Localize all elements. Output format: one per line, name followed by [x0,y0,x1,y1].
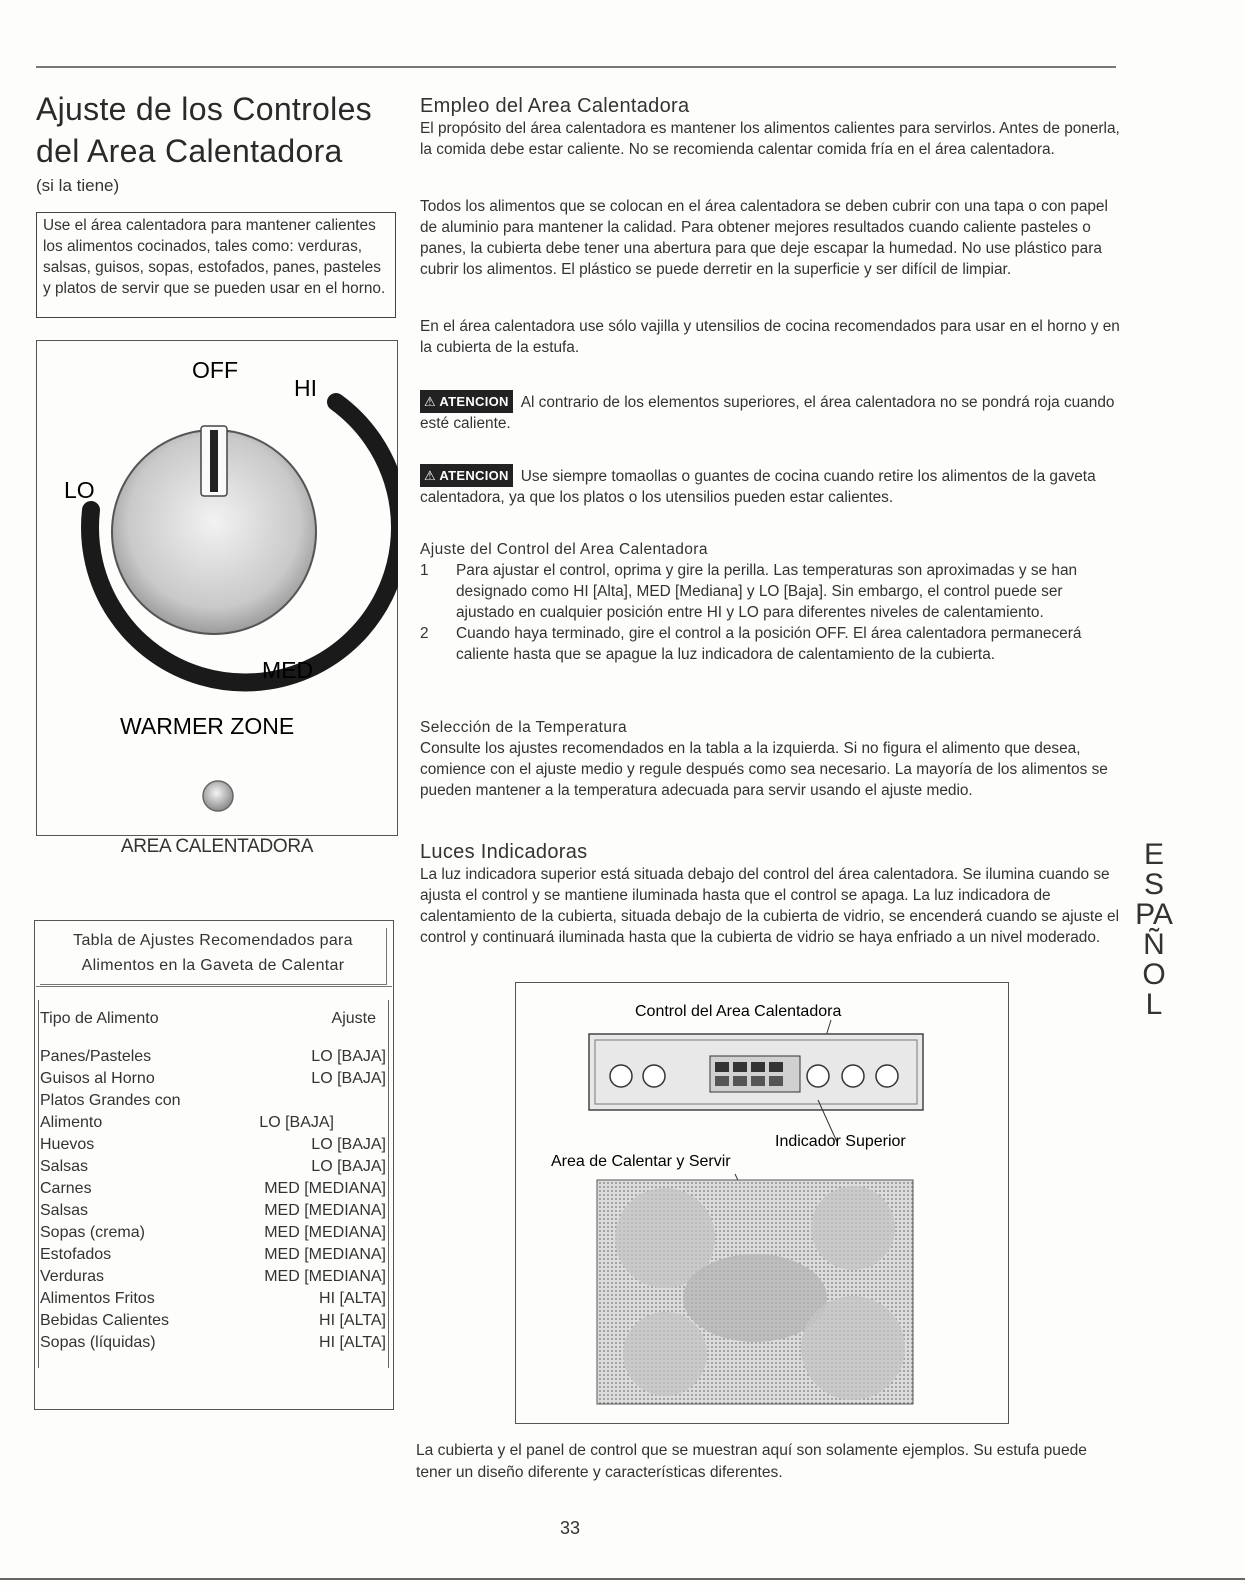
table-cell-food: Huevos [40,1136,95,1153]
table-cell-food: Sopas (líquidas) [40,1334,156,1351]
paragraph-empleo-3: En el área calentadora use sólo vajilla y utensilios de cocina recomendados para usar en el horno y en la cubierta de la estufa. [420,318,1120,356]
table-header-row [40,1008,386,1030]
table-cell-food: Platos Grandes con [40,1092,181,1109]
steps-list [420,560,1120,665]
label-indicador: Indicador Superior [775,1133,906,1150]
knob-label-lo: LO [64,477,95,503]
table-row [40,1200,386,1222]
knob-label-hi: HI [294,375,317,401]
column-header-setting: Ajuste [331,1010,376,1027]
knob-icon [643,1065,665,1087]
step-2-number: 2 [420,625,429,642]
table-row [40,1288,386,1310]
page-title-line-1: Ajuste de los Controles [36,91,372,127]
warmer-control-knob-icon [807,1065,829,1087]
table-cell-food: Verduras [40,1268,105,1285]
table-cell-food: Bebidas Calientes [40,1312,169,1329]
table-cell-setting: HI [ALTA] [319,1334,386,1351]
warning-badge: ⚠ ATENCION [420,464,513,487]
step-1-number: 1 [420,562,429,579]
table-row [40,1046,386,1068]
paragraph-seleccion: Consulte los ajustes recomendados en la tabla a la izquierda. Si no figura el alimento que desea, comience con el ajuste medio y regule después como sea necesario. La mayoría de los alimentos se pueden mantener a la temperatura adecuada para servir usando el ajuste medio. [420,740,1108,799]
knob-caption: AREA CALENTADORA [120,836,314,857]
knob-pointer-line [210,430,218,492]
bottom-note: La cubierta y el panel de control que se muestran aquí son solamente ejemplos. Su estufa puede tener un diseño diferente y características diferentes. [416,1442,1087,1481]
step-2 [420,623,1120,665]
page-title [36,88,372,172]
warning-badge-label: ATENCION [439,468,509,483]
paragraph-luces: La luz indicadora superior está situada debajo del control del área calentadora. Se ilumina cuando se ajusta el control y se mantiene iluminada hasta que el control se apaga. La luz indicadora de calentamiento de la cubierta, situada debajo de la cubierta de vidrio, se encenderá cuando se ajuste el control y continuará iluminada hasta que la cubierta de vidrio se haya enfriado a un nivel moderado. [420,866,1120,946]
step-1 [420,560,1120,623]
warning-2 [420,464,1120,508]
table-cell-food: Sopas (crema) [40,1224,145,1241]
heading-luces: Luces Indicadoras [420,841,588,863]
burner-icon [811,1186,895,1270]
table-cell-food: Salsas [40,1158,89,1175]
warning-badge: ⚠ ATENCION [420,390,513,413]
table-cell-food: Alimento [40,1114,103,1131]
burner-icon [623,1312,707,1396]
table-row [40,1068,386,1090]
label-control: Control del Area Calentadora [635,1003,842,1020]
table-cell-setting: MED [MEDIANA] [264,1246,386,1263]
table-cell-setting: MED [MEDIANA] [264,1268,386,1285]
cooktop-diagram [515,982,1009,1424]
table-cell-setting: MED [MEDIANA] [264,1224,386,1241]
table-row [40,1266,386,1288]
label-area: Area de Calentar y Servir [551,1153,731,1170]
table-row [40,1178,386,1200]
display-key [733,1062,747,1072]
knob-label-off: OFF [192,357,238,383]
table-cell-setting: HI [ALTA] [319,1290,386,1307]
heading-empleo: Empleo del Area Calentadora [420,95,690,117]
knob-icon [610,1065,632,1087]
table-row [40,1134,386,1156]
column-header-food: Tipo de Alimento [40,1010,159,1027]
display-key [769,1076,783,1086]
table-cell-food: Carnes [40,1180,92,1197]
table-cell-food: Panes/Pasteles [40,1048,152,1065]
table-row [40,1156,386,1178]
top-rule [36,66,1116,68]
display-key [715,1076,729,1086]
table-cell-setting: LO [BAJA] [311,1158,386,1175]
bottom-rule [0,1578,1245,1580]
indicator-light-icon [203,781,233,811]
table-cell-food: Salsas [40,1202,89,1219]
table-cell-setting: LO [BAJA] [311,1136,386,1153]
step-2-text: Cuando haya terminado, gire el control a la posición OFF. El área calentadora permanecerá caliente hasta que se apague la luz indicadora de calentamiento de la cubierta. [456,625,1082,663]
knob-icon [842,1065,864,1087]
intro-box: Use el área calentadora para mantener calientes los alimentos cocinados, tales como: verduras, salsas, guisos, sopas, estofados, panes, pasteles y platos de servir que se pueden usar en el horno. [36,212,396,318]
language-side-tab: ESPAÑOL [1135,838,1173,1021]
table-cell-setting: LO [BAJA] [259,1114,334,1131]
paragraph-empleo-2: Todos los alimentos que se colocan en el área calentadora se deben cubrir con una tapa o con papel de aluminio para mantener la calidad. Para obtener mejores resultados cuando caliente pasteles o panes, la cubierta debe tener una abertura para que deje escapar la humedad. No use plástico para cubrir los alimentos. El plástico se puede derretir en la superficie y ser difícil de limpiar. [420,198,1108,278]
step-1-text: Para ajustar el control, oprima y gire la perilla. Las temperaturas son aproximadas y se han designado como HI [Alta], MED [Mediana] y LO [Baja]. Sin embargo, el control puede ser ajustado en cualquier posición entre HI y LO para diferentes niveles de calentamiento. [456,562,1078,621]
table-cell-setting: HI [ALTA] [319,1312,386,1329]
paragraph-empleo-1: El propósito del área calentadora es mantener los alimentos calientes para servirlos. Antes de ponerla, la comida debe estar caliente. No se recomienda calentar comida fría en el área calentadora. [420,120,1120,158]
table-cell-setting: MED [MEDIANA] [264,1180,386,1197]
page-subtitle: (si la tiene) [36,176,120,195]
page-number: 33 [559,1518,581,1538]
knob-icon [876,1065,898,1087]
burner-icon [801,1296,905,1400]
display-panel [710,1056,800,1092]
table-row [40,1332,386,1354]
settings-table-title [40,928,387,985]
warning-1-text: Al contrario de los elementos superiores, el área calentadora no se pondrá roja cuando esté caliente. [420,394,1115,432]
warmer-zone-knob-illustration [36,340,398,836]
display-key [715,1062,729,1072]
table-divider [36,986,392,987]
table-cell-setting: LO [BAJA] [311,1070,386,1087]
page-title-line-2: del Area Calentadora [36,133,343,169]
table-row [40,1112,386,1134]
display-key [769,1062,783,1072]
display-key [751,1062,765,1072]
knob-label-zone: WARMER ZONE [120,713,295,739]
settings-table-title-line-2: Alimentos en la Gaveta de Calentar [81,957,345,974]
table-cell-setting: LO [BAJA] [311,1048,386,1065]
table-right-rule [388,1000,389,1368]
table-cell-food: Estofados [40,1246,112,1263]
settings-table-title-line-1: Tabla de Ajustes Recomendados para [73,932,353,949]
knob-label-med: MED [262,657,314,683]
table-cell-setting: MED [MEDIANA] [264,1202,386,1219]
table-row [40,1090,386,1112]
display-key [751,1076,765,1086]
table-left-rule [38,1000,39,1368]
table-cell-food: Guisos al Horno [40,1070,155,1087]
table-row [40,1244,386,1266]
warning-badge-label: ATENCION [439,394,509,409]
display-key [733,1076,747,1086]
heading-ajuste: Ajuste del Control del Area Calentadora [420,541,708,558]
heading-seleccion: Selección de la Temperatura [420,719,627,736]
table-row [40,1310,386,1332]
warning-1 [420,390,1120,434]
warning-2-text: Use siempre tomaollas o guantes de cocina cuando retire los alimentos de la gaveta calentadora, ya que los platos o los utensilios pueden estar calientes. [420,468,1096,506]
table-row [40,1222,386,1244]
table-cell-food: Alimentos Fritos [40,1290,155,1307]
